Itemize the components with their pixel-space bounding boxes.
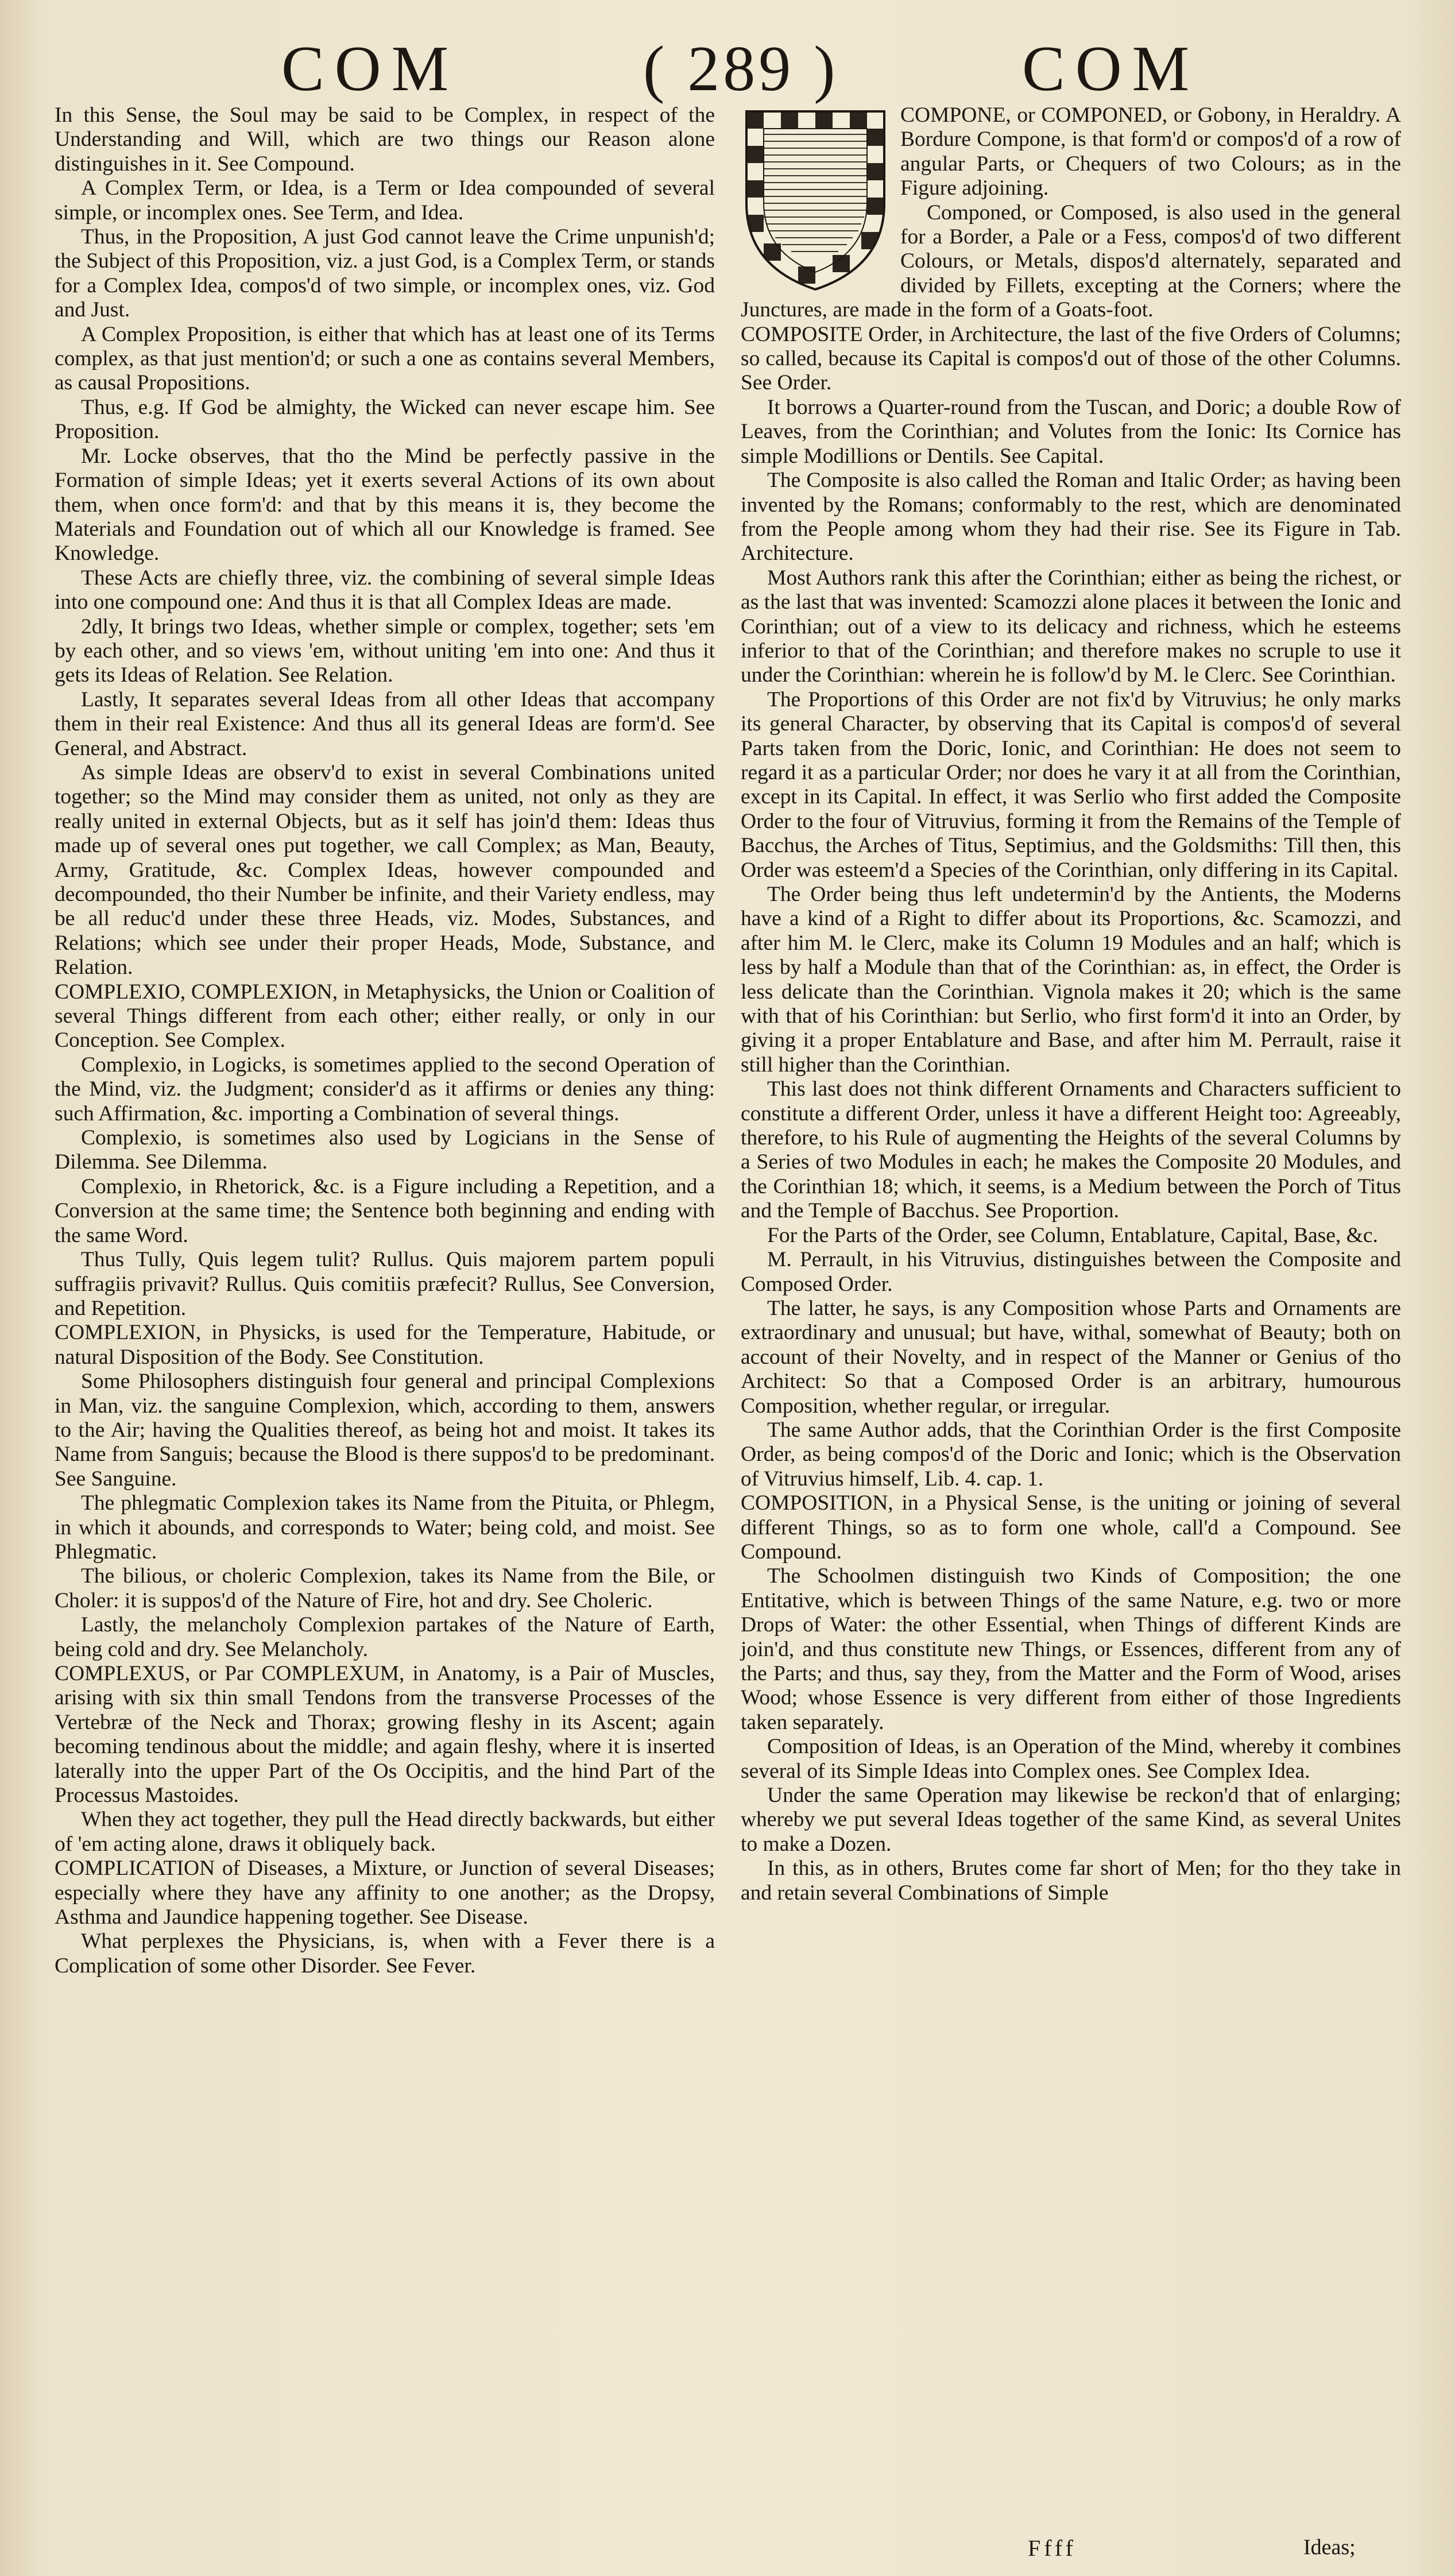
paragraph: What perplexes the Physicians, is, when with a Fever there is a Complication of some other Disorder. See Fever. <box>55 1929 715 1978</box>
paragraph: The Schoolmen distinguish two Kinds of Composition; the one Entitative, which is between Things of the same Nature, e.g. two or more Drops of Water: the other Essential, when Things of different Kinds are join'd, and thus constitute new Things, or Essences, different from any of the Parts; and thus, say they, from the Matter and the Form of Wood, arises Wood; whose Essence is very different from either of those Ingredients taken separately. <box>741 1564 1401 1734</box>
paragraph: The bilious, or choleric Complexion, takes its Name from the Bile, or Choler: it is suppos'd of the Nature of Fire, hot and dry. See Choleric. <box>55 1564 715 1612</box>
entry-heading-paragraph: COMPLEXIO, COMPLEXION, in Metaphysicks, the Union or Coalition of several Things different from each other; either really, or only in our Conception. See Complex. <box>55 980 715 1053</box>
header-left-word: COM <box>281 33 459 105</box>
paragraph: As simple Ideas are observ'd to exist in several Combinations united together; so the Mind may consider them as united, not only as they are really united in external Objects, but as it self has join'd them: Ideas thus made up of several ones put together, we call Complex; as Man, Beauty, Army, Gratitude, &c. Complex Ideas, however compounded and decompounded, tho their Number be infinite, and their Variety endless, may be all reduc'd under these three Heads, viz. Modes, Substances, and Relations; which see under their proper Heads, Mode, Substance, and Relation. <box>55 760 715 980</box>
paragraph: Mr. Locke observes, that tho the Mind be perfectly passive in the Formation of simple Ideas; yet it exerts several Actions of its own about them, when once form'd: and that by this means it is, they become the Materials and Foundation out of which all our Knowledge is framed. See Knowledge. <box>55 444 715 566</box>
entry-heading-paragraph: COMPONE, or COMPONED, or Gobony, in Heraldry. A Bordure Compone, is that form'd or compos'd of a row of angular Parts, or Chequers of two Colours; as in the Figure adjoining. <box>900 103 1401 200</box>
paragraph: Composition of Ideas, is an Operation of the Mind, whereby it combines several of its Simple Ideas into Complex ones. See Complex Idea. <box>741 1735 1401 1783</box>
signature-mark: Ffff <box>1028 2535 1077 2561</box>
paragraph: The Proportions of this Order are not fix'd by Vitruvius; he only marks its general Character, by observing that its Capital is compos'd of several Parts taken from the Doric, Ionic, and Corinthian: He does not seem to regard it as a particular Order; nor does he vary it at all from the Corinthian, except in its Capital. In effect, it was Serlio who first added the Composite Order to the four of Vitruvius, forming it from the Remains of the Temple of Bacchus, the Arches of Titus, Septimius, and the Goldsmiths: Till then, this Order was esteem'd a Species of the Corinthian, only differing in its Capital. <box>741 687 1401 882</box>
paragraph: 2dly, It brings two Ideas, whether simple or complex, together; sets 'em by each other, and so views 'em, without uniting 'em into one: And thus it gets its Ideas of Relation. See Relation. <box>55 614 715 687</box>
entry-heading-paragraph: COMPLEXION, in Physicks, is used for the Temperature, Habitude, or natural Disposition of the Body. See Constitution. <box>55 1321 715 1369</box>
entry-heading-paragraph: COMPOSITION, in a Physical Sense, is the uniting or joining of several different Things, so as to form one whole, call'd a Compound. See Compound. <box>741 1491 1401 1564</box>
paragraph: M. Perrault, in his Vitruvius, distinguishes between the Composite and Composed Order. <box>741 1248 1401 1296</box>
paragraph: The same Author adds, that the Corinthian Order is the first Composite Order, as being compos'd of the Doric and Ionic; which is the Observation of Vitruvius himself, Lib. 4. cap. 1. <box>741 1418 1401 1491</box>
paragraph: For the Parts of the Order, see Column, Entablature, Capital, Base, &c. <box>767 1223 1378 1247</box>
running-header <box>0 34 1455 103</box>
paragraph: Complexio, in Rhetorick, &c. is a Figure including a Repetition, and a Conversion at the same time; the Sentence both beginning and ending with the same Word. <box>55 1174 715 1247</box>
shield-figure <box>741 106 890 295</box>
paragraph: Under the same Operation may likewise be reckon'd that of enlarging; whereby we put several Ideas together of the same Kind, as several Unites to make a Dozen. <box>741 1784 1401 1856</box>
entry-heading-paragraph: COMPLICATION of Diseases, a Mixture, or Junction of several Diseases; especially where they have any affinity to one another; as the Dropsy, Asthma and Jaundice happening together. See Disease. <box>55 1856 715 1929</box>
paragraph: A Complex Term, or Idea, is a Term or Idea compounded of several simple, or incomplex ones. See Term, and Idea. <box>55 176 715 225</box>
entry-heading-paragraph: COMPLEXUS, or Par COMPLEXUM, in Anatomy, is a Pair of Muscles, arising with six thin small Tendons from the transverse Processes of the Vertebræ of the Neck and Thorax; growing fleshy in its Ascent; again becoming tendinous about the middle; and again fleshy, where it is inserted laterally into the upper Part of the Os Occipitis, and the hind Part of the Processus Mastoides. <box>55 1662 715 1808</box>
paragraph: Thus, e.g. If God be almighty, the Wicked can never escape him. See Proposition. <box>55 395 715 444</box>
paragraph: Lastly, It separates several Ideas from all other Ideas that accompany them in their real Existence: And thus all its general Ideas are form'd. See General, and Abstract. <box>55 687 715 760</box>
paragraph: In this Sense, the Soul may be said to be Complex, in respect of the Understanding and Will, which are two things our Reason alone distinguishes in it. See Compound. <box>55 103 715 176</box>
paragraph: The Order being thus left undetermin'd by the Antients, the Moderns have a kind of a Right to differ about its Proportions, &c. Scamozzi, and after him M. le Clerc, make its Column 19 Modules and an half; which is less by half a Module than that of the Corinthian: as, in effect, the Order is less delicate than the Corinthian. Vignola makes it 20; which is the same with that of his Corinthian: but Serlio, who first form'd it into an Order, by giving it a proper Entablature and Base, and after him M. Perrault, raise it still higher than the Corinthian. <box>741 883 1401 1077</box>
paragraph: The Composite is also called the Roman and Italic Order; as having been invented by the Romans; conformably to the rest, which are denominated from the People among whom they had their rise. See its Figure in Tab. Architecture. <box>741 469 1401 566</box>
header-right-word: COM <box>1022 33 1200 105</box>
paragraph: Thus, in the Proposition, A just God cannot leave the Crime unpunish'd; the Subject of this Proposition, viz. a just God, is a Complex Term, or stands for a Complex Idea, compos'd of two simple, or incomplex ones, viz. God and Just. <box>55 225 715 322</box>
paragraph: Lastly, the melancholy Complexion partakes of the Nature of Earth, being cold and dry. See Melancholy. <box>55 1613 715 1661</box>
bordure-compone-shield-icon <box>741 106 890 295</box>
paragraph: Complexio, is sometimes also used by Logicians in the Sense of Dilemma. See Dilemma. <box>55 1126 715 1174</box>
paragraph: The latter, he says, is any Composition whose Parts and Ornaments are extraordinary and unusual; but have, withal, somewhat of Beauty; both on account of their Novelty, and in respect of the Manner or Genius of tho Architect: So that a Composed Order is an arbitrary, humourous Composition, whether regular, or irregular. <box>741 1296 1401 1418</box>
paragraph: The phlegmatic Complexion takes its Name from the Pituita, or Phlegm, in which it abounds, and corresponds to Water; being cold, and moist. See Phlegmatic. <box>55 1491 715 1564</box>
paragraph: Componed, or Composed, is also used in the general for a Border, a Pale or a Fess, compos'd of two different Colours, or Metals, dispos'd alternately, separated and divided by Fillets, excepting at the Corners; where the Junctures, are made in the form of a Goats-foot. <box>741 200 1401 322</box>
right-column <box>741 103 1401 1905</box>
page-number: ( 289 ) <box>643 33 839 105</box>
left-column <box>55 103 715 1978</box>
paragraph: When they act together, they pull the Head directly backwards, but either of 'em acting alone, draws it obliquely back. <box>55 1808 715 1856</box>
paragraph: Some Philosophers distinguish four general and principal Complexions in Man, viz. the sanguine Complexion, which, according to them, answers to the Air; having the Qualities thereof, as being hot and moist. It takes its Name from Sanguis; because the Blood is there suppos'd to be predominant. See Sanguine. <box>55 1370 715 1491</box>
catchword: Ideas; <box>1303 2535 1356 2559</box>
paragraph: These Acts are chiefly three, viz. the combining of several simple Ideas into one compound one: And thus it is that all Complex Ideas are made. <box>55 566 715 614</box>
paragraph: Thus Tully, Quis legem tulit? Rullus. Quis majorem partem populi suffragiis privavit? Rullus. Quis comitiis præfecit? Rullus, See Conversion, and Repetition. <box>55 1248 715 1320</box>
paragraph: A Complex Proposition, is either that which has at least one of its Terms complex, as that just mention'd; or such a one as contains several Members, as causal Propositions. <box>55 322 715 395</box>
paragraph: This last does not think different Ornaments and Characters sufficient to constitute a different Order, unless it have a different Height too: Agreeably, therefore, to his Rule of augmenting the Heights of the several Columns by a Series of two Modules in each; he makes the Composite 20 Modules, and the Corinthian 18; which, it seems, is a Medium between the Porch of Titus and the Temple of Bacchus. See Proportion. <box>741 1077 1401 1223</box>
paragraph: It borrows a Quarter-round from the Tuscan, and Doric; a double Row of Leaves, from the Corinthian; and Volutes from the Ionic: Its Cornice has simple Modillions or Dentils. See Capital. <box>741 395 1401 468</box>
paragraph: In this, as in others, Brutes come far short of Men; for tho they take in and retain several Combinations of Simple <box>741 1856 1401 1905</box>
paragraph: Most Authors rank this after the Corinthian; either as being the richest, or as the last that was invented: Scamozzi alone places it between the Ionic and Corinthian; out of a view to its delicacy and richness, which he esteems inferior to that of the Corinthian; and therefore makes no scruple to use it under the Corinthian: wherein he is follow'd by M. le Clerc. See Corinthian. <box>741 566 1401 687</box>
paragraph: Complexio, in Logicks, is sometimes applied to the second Operation of the Mind, viz. the Judgment; consider'd as it affirms or denies any thing: such Affirmation, &c. importing a Combination of several things. <box>55 1053 715 1125</box>
entry-heading-paragraph: COMPOSITE Order, in Architecture, the last of the five Orders of Columns; so called, because its Capital is compos'd out of those of the other Columns. See Order. <box>741 322 1401 395</box>
